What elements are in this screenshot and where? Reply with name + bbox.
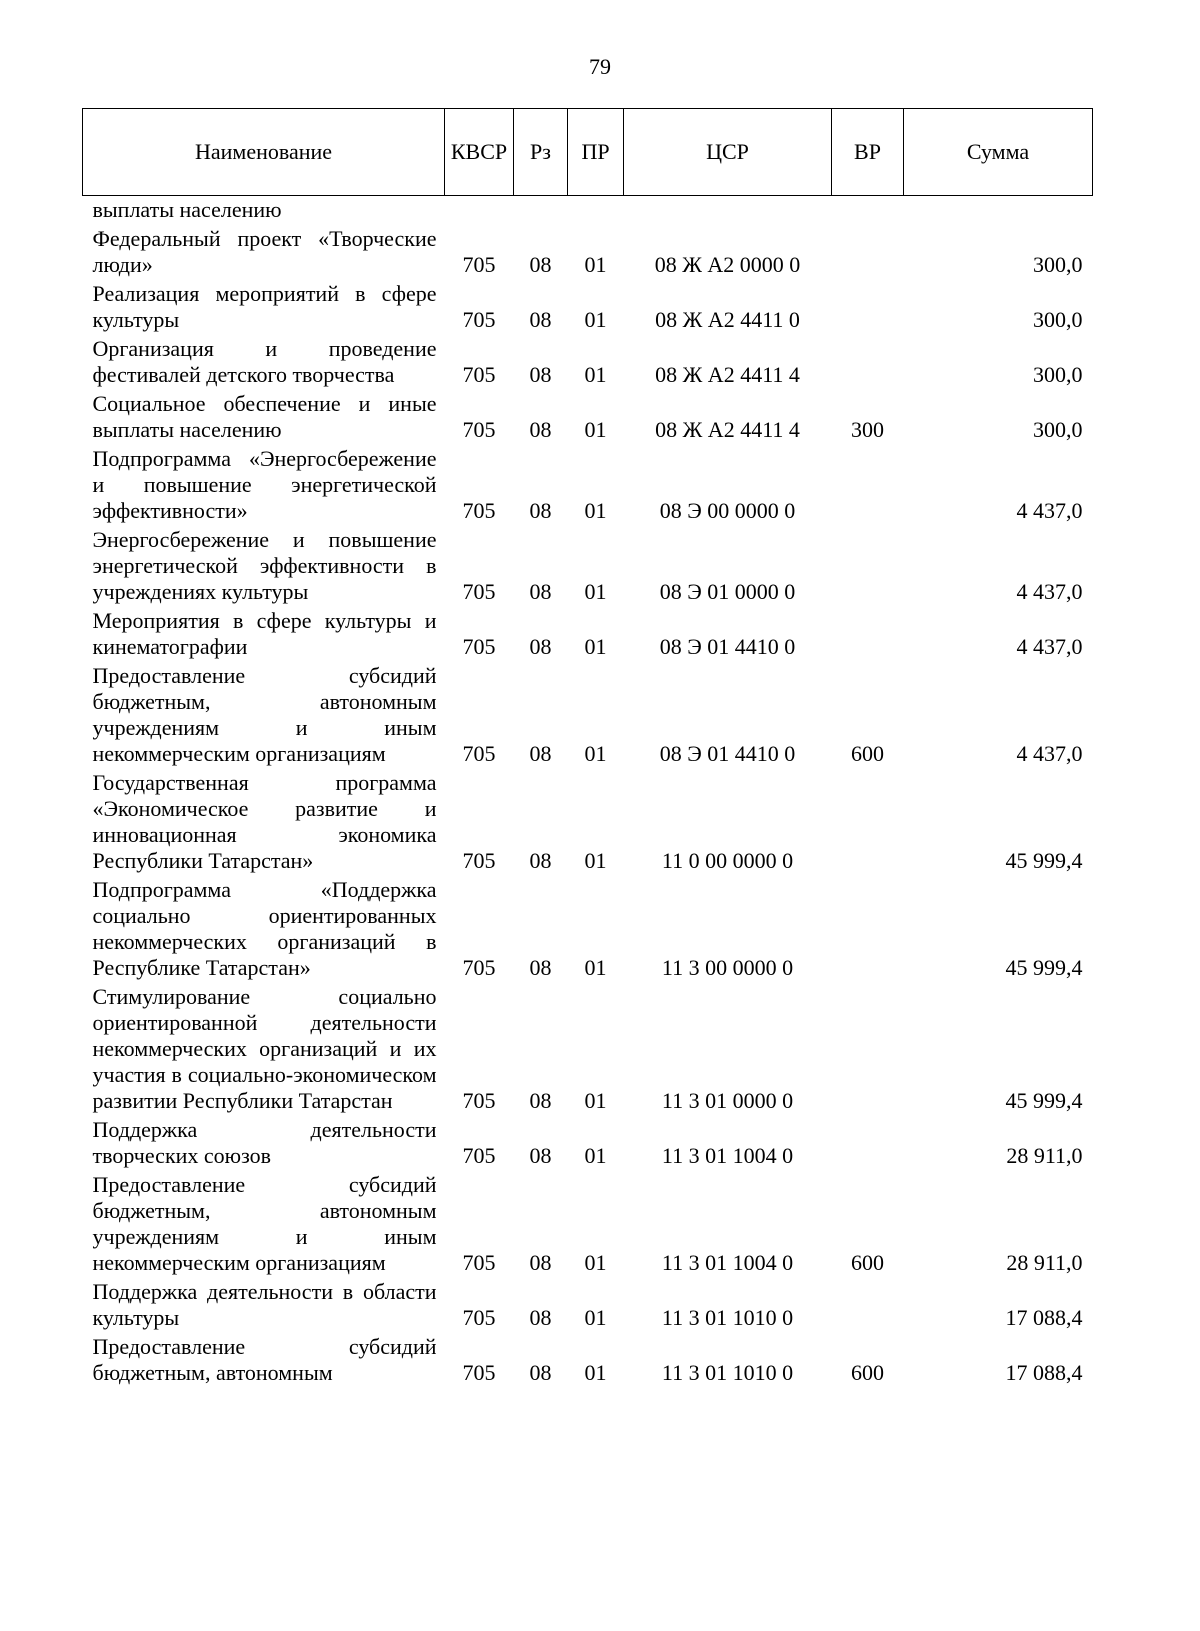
table-row: [83, 1333, 1093, 1388]
budget-table: [82, 108, 1093, 1388]
header-kvsr: КВСР: [445, 109, 514, 196]
cell-sum: 28 911,0: [1006, 1143, 1083, 1168]
cell-sum: 17 088,4: [1005, 1360, 1083, 1385]
cell-vr: [832, 280, 904, 335]
cell-rz: 08: [529, 417, 552, 442]
cell-name: Организация и проведение фестивалей детского творчества: [92, 336, 437, 387]
cell-pr: 01: [584, 1360, 607, 1385]
cell-sum: 45 999,4: [1005, 848, 1083, 873]
cell-kvsr: 705: [462, 955, 496, 980]
table-row: [83, 280, 1093, 335]
cell-kvsr: 705: [462, 1143, 496, 1168]
cell-kvsr: [445, 196, 514, 226]
cell-kvsr: 705: [462, 252, 496, 277]
cell-rz: 08: [529, 579, 552, 604]
cell-name: Федеральный проект «Творческие люди»: [92, 226, 437, 277]
cell-csr: 11 3 00 0000 0: [661, 955, 794, 980]
cell-rz: 08: [529, 1088, 552, 1113]
table-row: [83, 607, 1093, 662]
cell-rz: 08: [529, 1305, 552, 1330]
cell-name: Мероприятия в сфере культуры и кинематографии: [92, 608, 437, 659]
cell-sum: [904, 196, 1093, 226]
cell-sum: 4 437,0: [1016, 741, 1083, 766]
cell-name: Энергосбережение и повышение энергетической эффективности в учреждениях культуры: [92, 527, 437, 604]
cell-csr: 11 3 01 1004 0: [661, 1143, 794, 1168]
cell-pr: 01: [584, 1088, 607, 1113]
cell-csr: 08 Э 01 4410 0: [659, 741, 796, 766]
cell-sum: 4 437,0: [1016, 634, 1083, 659]
cell-vr: [832, 526, 904, 607]
cell-pr: 01: [584, 498, 607, 523]
cell-name: Реализация мероприятий в сфере культуры: [92, 281, 437, 332]
cell-vr: [832, 607, 904, 662]
cell-csr: 08 Ж А2 4411 0: [655, 307, 800, 332]
cell-vr: [832, 1116, 904, 1171]
cell-csr: 08 Э 00 0000 0: [659, 498, 796, 523]
table-row: [83, 445, 1093, 526]
cell-name: выплаты населению: [92, 197, 282, 222]
cell-name: Подпрограмма «Поддержка социально ориентированных некоммерческих организаций в Республике Татарстан»: [92, 877, 437, 980]
table-row: [83, 769, 1093, 876]
cell-name: Поддержка деятельности творческих союзов: [92, 1117, 437, 1168]
table-row: [83, 1278, 1093, 1333]
cell-name: Социальное обеспечение и иные выплаты населению: [92, 391, 437, 442]
cell-name: Предоставление субсидий бюджетным, автономным: [92, 1334, 437, 1385]
cell-sum: 300,0: [1033, 252, 1083, 277]
cell-kvsr: 705: [462, 362, 496, 387]
cell-pr: 01: [584, 848, 607, 873]
cell-rz: 08: [529, 252, 552, 277]
cell-pr: 01: [584, 252, 607, 277]
cell-kvsr: 705: [462, 634, 496, 659]
table-row: [83, 335, 1093, 390]
page-number: 79: [589, 54, 611, 79]
cell-kvsr: 705: [462, 307, 496, 332]
cell-sum: 45 999,4: [1005, 955, 1083, 980]
cell-pr: 01: [584, 1250, 607, 1275]
cell-kvsr: 705: [462, 1088, 496, 1113]
cell-vr: [832, 196, 904, 226]
header-sum: Сумма: [904, 109, 1093, 196]
cell-csr: 08 Ж А2 4411 4: [655, 417, 800, 442]
cell-csr: 11 3 01 0000 0: [661, 1088, 794, 1113]
cell-csr: 08 Ж А2 4411 4: [655, 362, 800, 387]
cell-rz: 08: [529, 362, 552, 387]
cell-vr: 600: [851, 1360, 884, 1385]
cell-pr: 01: [584, 955, 607, 980]
cell-vr: [832, 225, 904, 280]
cell-vr: [832, 983, 904, 1116]
cell-vr: 300: [851, 417, 884, 442]
cell-pr: 01: [584, 1305, 607, 1330]
table-row: [83, 1116, 1093, 1171]
cell-sum: 300,0: [1033, 362, 1083, 387]
table-row: [83, 390, 1093, 445]
cell-sum: 300,0: [1033, 307, 1083, 332]
table-row: [83, 662, 1093, 769]
cell-sum: 4 437,0: [1016, 498, 1083, 523]
cell-kvsr: 705: [462, 1360, 496, 1385]
cell-kvsr: 705: [462, 498, 496, 523]
cell-pr: 01: [584, 1143, 607, 1168]
cell-vr: [832, 1278, 904, 1333]
cell-csr: 08 Ж А2 0000 0: [654, 252, 801, 277]
cell-pr: [568, 196, 624, 226]
table-body: [83, 196, 1093, 1389]
cell-pr: 01: [584, 362, 607, 387]
cell-pr: 01: [584, 741, 607, 766]
cell-vr: [832, 335, 904, 390]
cell-rz: 08: [529, 498, 552, 523]
cell-sum: 17 088,4: [1005, 1305, 1083, 1330]
cell-rz: 08: [529, 1360, 552, 1385]
cell-rz: 08: [529, 307, 552, 332]
cell-pr: 01: [584, 307, 607, 332]
header-vr: ВР: [832, 109, 904, 196]
table-row: [83, 526, 1093, 607]
cell-csr: 11 3 01 1010 0: [661, 1360, 794, 1385]
table-row: [83, 196, 1093, 226]
cell-vr: 600: [851, 1250, 884, 1275]
cell-vr: [832, 876, 904, 983]
cell-vr: [832, 445, 904, 526]
cell-csr: 08 Э 01 4410 0: [659, 634, 796, 659]
cell-csr: 11 3 01 1010 0: [661, 1305, 794, 1330]
header-pr: ПР: [568, 109, 624, 196]
cell-sum: 45 999,4: [1005, 1088, 1083, 1113]
cell-pr: 01: [584, 634, 607, 659]
cell-sum: 300,0: [1033, 417, 1083, 442]
cell-csr: 08 Э 01 0000 0: [659, 579, 796, 604]
cell-rz: [514, 196, 568, 226]
cell-rz: 08: [529, 1143, 552, 1168]
cell-rz: 08: [529, 741, 552, 766]
cell-kvsr: 705: [462, 741, 496, 766]
cell-sum: 4 437,0: [1016, 579, 1083, 604]
cell-kvsr: 705: [462, 1305, 496, 1330]
cell-rz: 08: [529, 634, 552, 659]
table-row: [83, 225, 1093, 280]
cell-name: Поддержка деятельности в области культуры: [92, 1279, 437, 1330]
cell-rz: 08: [529, 848, 552, 873]
cell-kvsr: 705: [462, 1250, 496, 1275]
cell-kvsr: 705: [462, 579, 496, 604]
cell-vr: [832, 769, 904, 876]
cell-rz: 08: [529, 1250, 552, 1275]
cell-kvsr: 705: [462, 848, 496, 873]
cell-pr: 01: [584, 579, 607, 604]
cell-csr: 11 0 00 0000 0: [661, 848, 794, 873]
cell-pr: 01: [584, 417, 607, 442]
table-header: [83, 109, 1093, 196]
cell-kvsr: 705: [462, 417, 496, 442]
header-csr: ЦСР: [624, 109, 832, 196]
table-row: [83, 1171, 1093, 1278]
cell-rz: 08: [529, 955, 552, 980]
cell-name: Подпрограмма «Энергосбережение и повышение энергетической эффективности»: [92, 446, 437, 523]
cell-name: Государственная программа «Экономическое развитие и инновационная экономика Республики Татарстан»: [92, 770, 437, 873]
cell-sum: 28 911,0: [1006, 1250, 1083, 1275]
header-rz: Рз: [514, 109, 568, 196]
cell-csr: [624, 196, 832, 226]
table-row: [83, 876, 1093, 983]
cell-csr: 11 3 01 1004 0: [661, 1250, 794, 1275]
cell-name: Стимулирование социально ориентированной деятельности некоммерческих организаций и их участия в социально-экономическом развитии Республики Татарстан: [92, 984, 437, 1113]
header-name: Наименование: [83, 109, 445, 196]
cell-name: Предоставление субсидий бюджетным, автономным учреждениям и иным некоммерческим организациям: [92, 1172, 437, 1275]
cell-vr: 600: [851, 741, 884, 766]
table-row: [83, 983, 1093, 1116]
cell-name: Предоставление субсидий бюджетным, автономным учреждениям и иным некоммерческим организациям: [92, 663, 437, 766]
